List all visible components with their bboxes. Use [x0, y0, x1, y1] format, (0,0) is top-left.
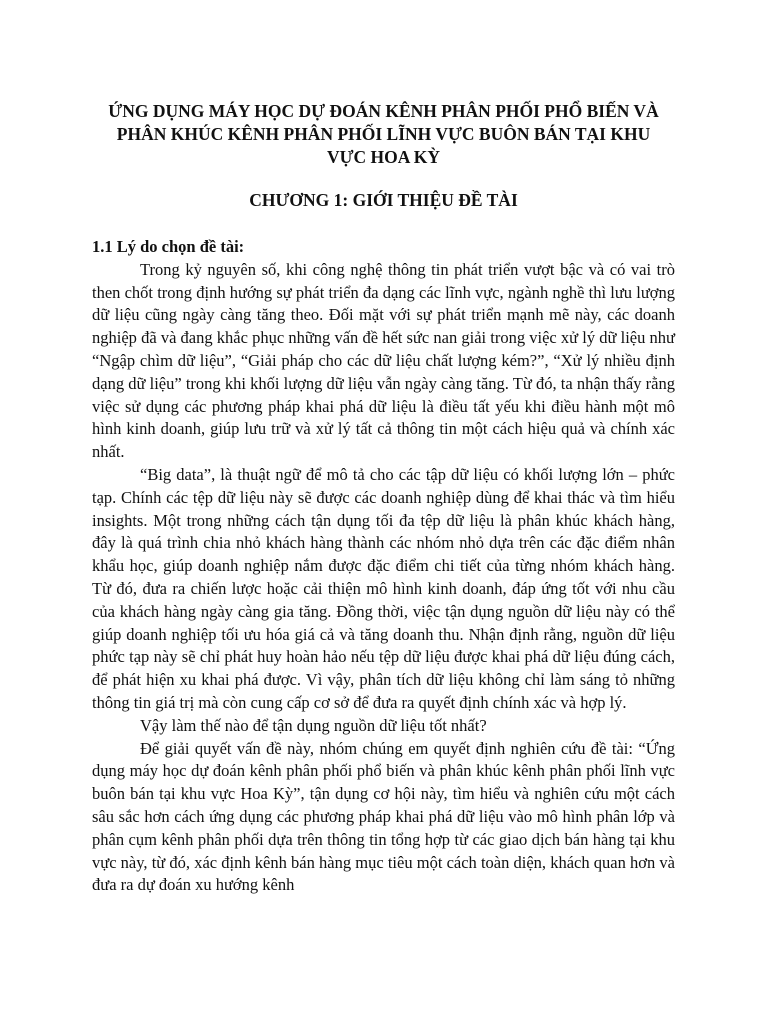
chapter-title: CHƯƠNG 1: GIỚI THIỆU ĐỀ TÀI	[249, 190, 518, 210]
paragraph-solution: Để giải quyết vấn đề này, nhóm chúng em quyết định nghiên cứu đề tài: “Ứng dụng máy học dự đoán kênh phân phối phổ biến và phân khúc kênh phân phối lĩnh vực buôn bán tại khu vực Hoa Kỳ”, tận dụng cơ hội này, tìm hiểu và nghiên cứu một cách sâu sắc hơn cách ứng dụng các phương pháp khai phá dữ liệu vào mô hình phân lớp và phân cụm kênh phân phối dựa trên thông tin tổng hợp từ các giao dịch bán hàng tại khu vực này, từ đó, xác định kênh bán hàng mục tiêu một cách toàn diện, khách quan hơn và đưa ra dự đoán xu hướng kênh	[92, 738, 675, 895]
paragraph-question: Vậy làm thế nào để tận dụng nguồn dữ liệu tốt nhất?	[140, 715, 487, 735]
document-page	[92, 100, 675, 897]
paragraph-big-data: “Big data”, là thuật ngữ để mô tả cho các tập dữ liệu có khối lượng lớn – phức tạp. Chính các tệp dữ liệu này sẽ được các doanh nghiệp dùng để khai thác và tìm hiểu insights. Một trong những cách tận dụng tối đa tệp dữ liệu là phân khúc khách hàng, đây là quá trình chia nhỏ khách hàng thành các nhóm nhỏ dựa trên các đặc điểm nhân khẩu học, giúp doanh nghiệp nắm được đặc điểm chi tiết của từng nhóm khách hàng. Từ đó, đưa ra chiến lược hoặc cải thiện mô hình kinh doanh, đáp ứng tốt với nhu cầu của khách hàng ngày càng gia tăng. Đồng thời, việc tận dụng nguồn dữ liệu này có thể giúp doanh nghiệp tối ưu hóa giá cả và tăng doanh thu. Nhận định rằng, nguồn dữ liệu phức tạp này sẽ chỉ phát huy hoàn hảo nếu tệp dữ liệu được khai phá dữ liệu đúng cách, để phát hiện xu khai phá được. Vì vậy, phân tích dữ liệu không chỉ làm sáng tỏ những thông tin giá trị mà còn cung cấp cơ sở để đưa ra quyết định chính xác và hợp lý.	[92, 464, 675, 712]
document-title: ỨNG DỤNG MÁY HỌC DỰ ĐOÁN KÊNH PHÂN PHỐI PHỔ BIẾN VÀ PHÂN KHÚC KÊNH PHÂN PHỐI LĨNH VỰC BUÔN BÁN TẠI KHU VỰC HOA KỲ	[108, 101, 659, 167]
paragraph-intro: Trong kỷ nguyên số, khi công nghệ thông tin phát triển vượt bậc và có vai trò then chốt trong định hướng sự phát triển đa dạng các lĩnh vực, ngành nghề thì lưu lượng dữ liệu cũng ngày càng tăng theo. Đối mặt với sự phát triển mạnh mẽ này, các doanh nghiệp đã và đang khắc phục những vấn đề hết sức nan giải trong việc xử lý dữ liệu như “Ngập chìm dữ liệu”, “Giải pháp cho các dữ liệu chất lượng kém?”, “Xử lý nhiều định dạng dữ liệu” trong khi khối lượng dữ liệu vẫn ngày càng tăng. Từ đó, ta nhận thấy rằng việc sử dụng các phương pháp khai phá dữ liệu là điều tất yếu khi điều hành một mô hình kinh doanh, giúp lưu trữ và xử lý tất cả thông tin một cách hiệu quả và chính xác nhất.	[92, 259, 675, 462]
section-heading: 1.1 Lý do chọn đề tài:	[92, 237, 245, 256]
